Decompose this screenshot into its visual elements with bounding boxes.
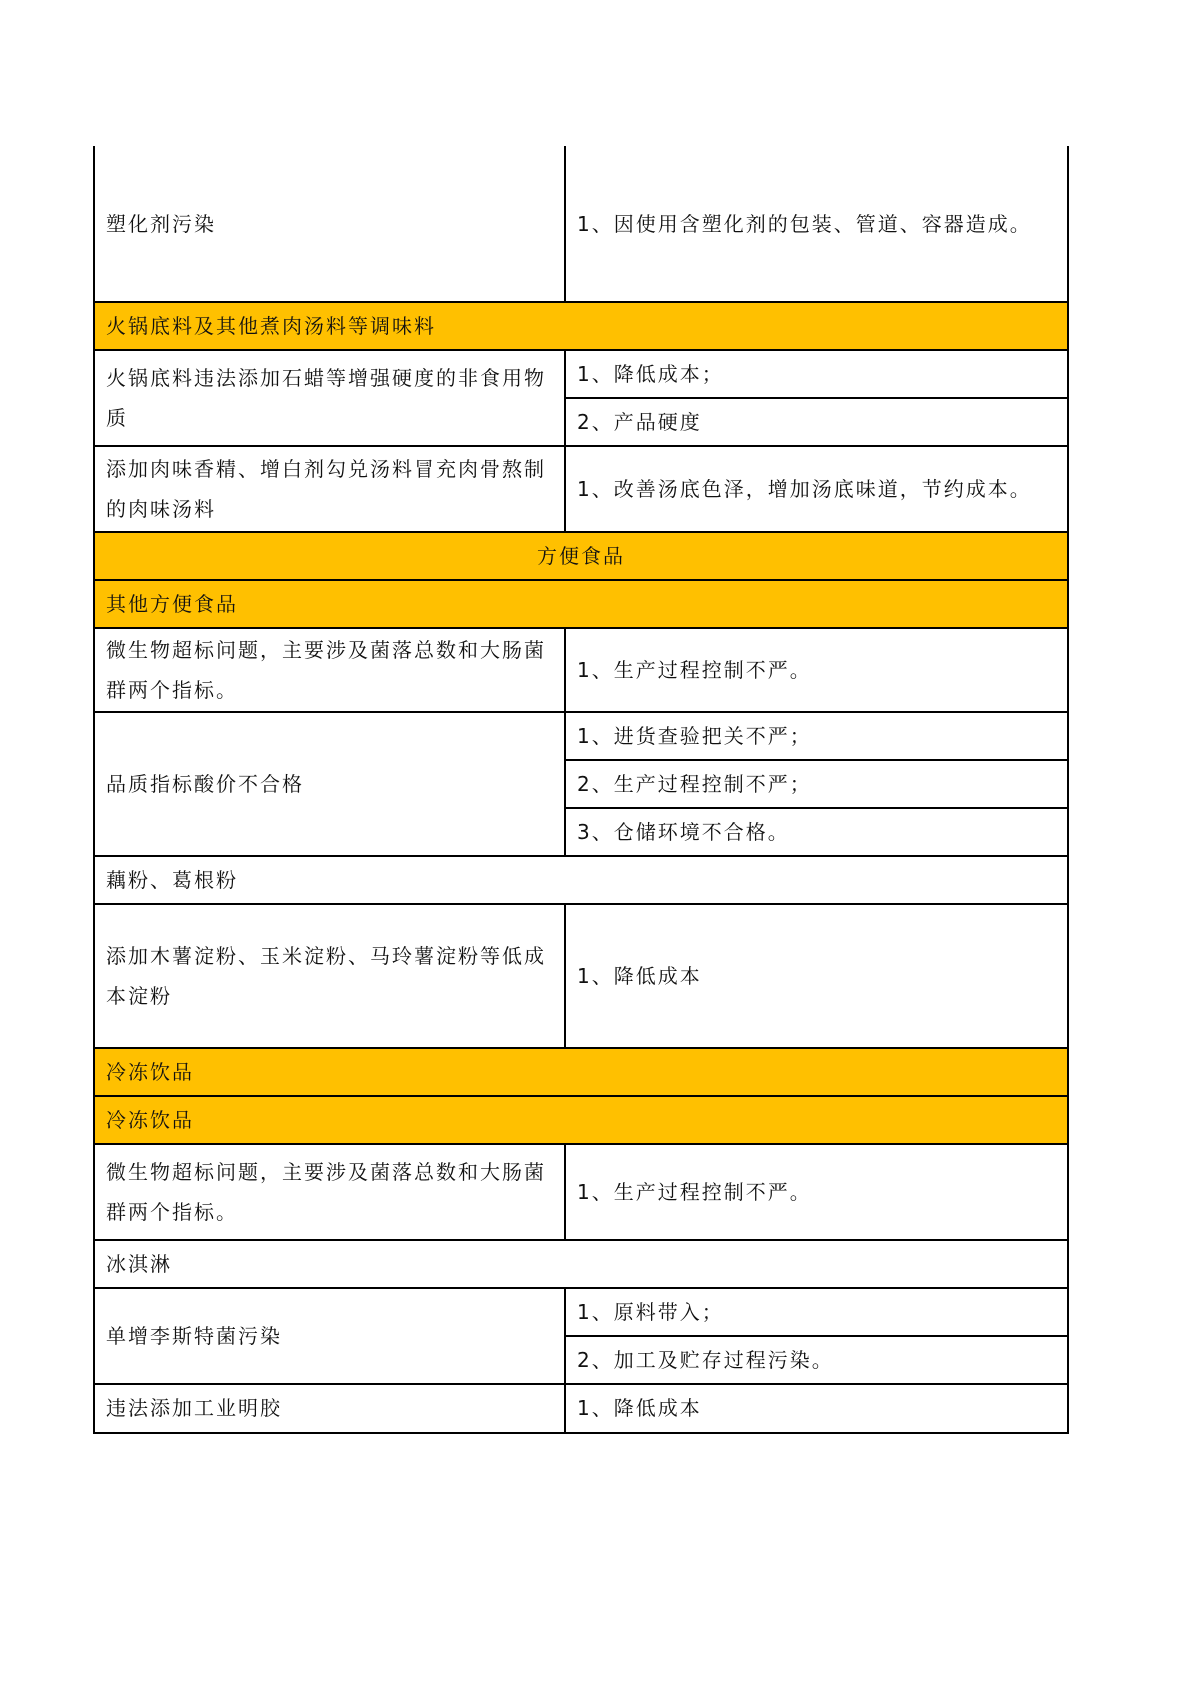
hazard-text: 微生物超标问题，主要涉及菌落总数和大肠菌群两个指标。 (106, 1160, 546, 1224)
row-divider (94, 711, 1068, 713)
cause-cell (565, 350, 1068, 398)
row-divider (94, 627, 1068, 629)
cause-text: 3、仓储环境不合格。 (577, 820, 790, 844)
section-cell (94, 302, 1068, 350)
column-divider (564, 1288, 566, 1434)
cause-text: 2、加工及贮存过程污染。 (577, 1348, 834, 1372)
row-divider (94, 1287, 1068, 1289)
row-divider (94, 1239, 1068, 1241)
cause-cell (565, 760, 1068, 808)
row-divider (94, 301, 1068, 303)
cause-text: 2、生产过程控制不严； (577, 772, 812, 796)
hazard-cell (94, 146, 565, 302)
cause-cell (565, 146, 1068, 302)
table-row (94, 446, 1068, 532)
cause-text: 1、生产过程控制不严。 (577, 658, 812, 682)
hazard-cell (94, 350, 565, 446)
cause-text: 1、降低成本 (577, 1396, 702, 1420)
cause-cell (565, 904, 1068, 1048)
cause-text: 1、降低成本； (577, 362, 724, 386)
row-divider (94, 349, 1068, 351)
document-table (94, 146, 1068, 1534)
cause-text: 2、产品硬度 (577, 410, 702, 434)
cause-cell (565, 712, 1068, 760)
section-cell (94, 1096, 1068, 1144)
row-divider (94, 903, 1068, 905)
cause-cell (565, 808, 1068, 856)
subsection-title: 冰淇淋 (106, 1252, 172, 1276)
cause-cell (565, 1144, 1068, 1240)
column-divider (564, 904, 566, 1048)
cause-cell (565, 1336, 1068, 1384)
section-row (94, 580, 1068, 628)
subrow-divider (565, 807, 1068, 809)
row-divider (94, 579, 1068, 581)
cause-text: 1、改善汤底色泽，增加汤底味道，节约成本。 (577, 477, 1032, 501)
table-row (94, 628, 1068, 712)
hazard-cell (94, 904, 565, 1048)
hazard-cell (94, 1288, 565, 1384)
cause-cell (565, 1288, 1068, 1336)
hazard-text: 违法添加工业明胶 (106, 1396, 282, 1420)
section-row (94, 302, 1068, 350)
hazard-text: 微生物超标问题，主要涉及菌落总数和大肠菌群两个指标。 (106, 638, 546, 702)
cause-text: 1、因使用含塑化剂的包装、管道、容器造成。 (577, 212, 1032, 236)
row-divider (94, 1143, 1068, 1145)
cause-cell (565, 446, 1068, 532)
hazard-text: 添加肉味香精、增白剂勾兑汤料冒充肉骨熬制的肉味汤料 (106, 457, 546, 521)
column-divider (564, 350, 566, 532)
subsection-cell (94, 856, 1068, 904)
category-title: 方便食品 (537, 544, 625, 568)
hazard-cell (94, 446, 565, 532)
hazard-cell (94, 1384, 565, 1432)
subsection-row (94, 1240, 1068, 1288)
column-divider (564, 1144, 566, 1240)
table-row (94, 1144, 1068, 1240)
category-cell (94, 532, 1068, 580)
table-row (94, 712, 1068, 856)
cause-text: 1、进货查验把关不严； (577, 724, 812, 748)
category-row (94, 532, 1068, 580)
subrow-divider (565, 1335, 1068, 1337)
cause-cell (565, 1384, 1068, 1432)
section-title: 火锅底料及其他煮肉汤料等调味料 (106, 314, 436, 338)
hazard-text: 火锅底料违法添加石蜡等增强硬度的非食用物质 (106, 366, 546, 430)
hazard-cell (94, 712, 565, 856)
table-row (94, 904, 1068, 1048)
hazard-cell (94, 628, 565, 712)
table-row (94, 146, 1068, 302)
section-title: 冷冻饮品 (106, 1108, 194, 1132)
subsection-row (94, 856, 1068, 904)
subrow-divider (565, 759, 1068, 761)
column-divider (564, 146, 566, 302)
subsection-cell (94, 1240, 1068, 1288)
column-divider (564, 628, 566, 856)
section-cell (94, 1048, 1068, 1096)
table-border-bottom (94, 1432, 1068, 1434)
hazard-cell (94, 1144, 565, 1240)
section-title: 冷冻饮品 (106, 1060, 194, 1084)
table-row (94, 1384, 1068, 1432)
subsection-title: 藕粉、葛根粉 (106, 868, 238, 892)
cause-text: 1、生产过程控制不严。 (577, 1180, 812, 1204)
section-row (94, 1096, 1068, 1144)
hazard-text: 品质指标酸价不合格 (106, 772, 304, 796)
row-divider (94, 1383, 1068, 1385)
cause-text: 1、原料带入； (577, 1300, 724, 1324)
section-cell (94, 580, 1068, 628)
cause-text: 1、降低成本 (577, 964, 702, 988)
row-divider (94, 855, 1068, 857)
section-title: 其他方便食品 (106, 592, 238, 616)
section-row (94, 1048, 1068, 1096)
row-divider (94, 1095, 1068, 1097)
subrow-divider (565, 397, 1068, 399)
cause-cell (565, 628, 1068, 712)
hazard-text: 添加木薯淀粉、玉米淀粉、马玲薯淀粉等低成本淀粉 (106, 944, 546, 1008)
cause-cell (565, 398, 1068, 446)
row-divider (94, 1047, 1068, 1049)
row-divider (94, 445, 1068, 447)
row-divider (94, 531, 1068, 533)
hazard-text: 单增李斯特菌污染 (106, 1324, 282, 1348)
hazard-text: 塑化剂污染 (106, 212, 216, 236)
